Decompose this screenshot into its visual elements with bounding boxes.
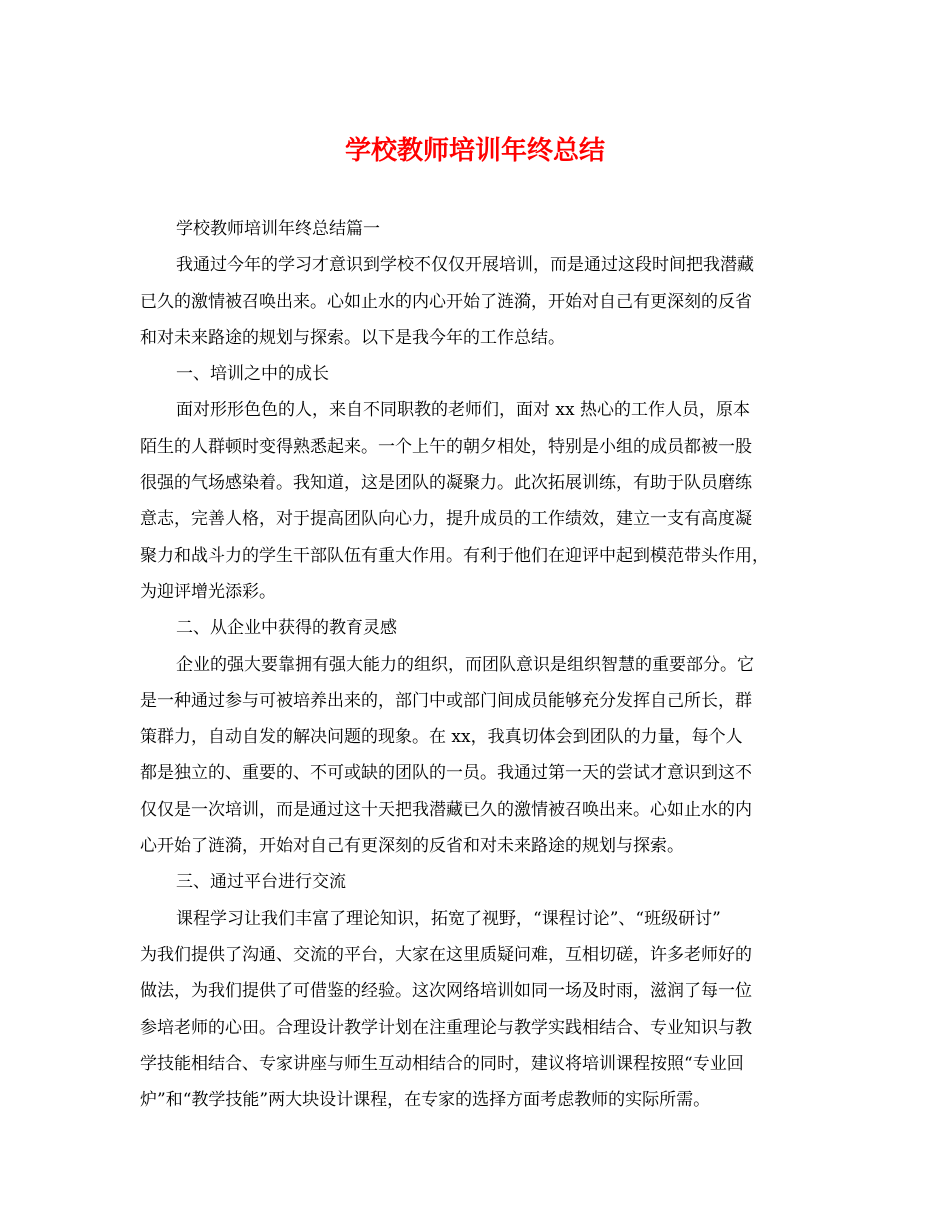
paragraph-line: 炉”和“教学技能”两大块设计课程，在专家的选择方面考虑教师的实际所需。	[140, 1090, 711, 1111]
paragraph-line: 学技能相结合、专家讲座与师生互动相结合的同时，建议将培训课程按照“专业回	[140, 1053, 744, 1074]
paragraph-line: 很强的气场感染着。我知道，这是团队的凝聚力。此次拓展训练，有助于队员磨练	[140, 473, 752, 494]
document-body	[140, 211, 820, 1118]
paragraph-line: 都是独立的、重要的、不可或缺的团队的一员。我通过第一天的尝试才意识到这不	[140, 763, 752, 784]
paragraph-line: 聚力和战斗力的学生干部队伍有重大作用。有利于他们在迎评中起到模范带头作用，	[140, 545, 769, 566]
paragraph-first-line: 二、从企业中获得的教育灵感	[176, 618, 397, 639]
paragraph-line: 为迎评增光添彩。	[140, 581, 276, 602]
paragraph-line: 心开始了涟漪，开始对自己有更深刻的反省和对未来路途的规划与探索。	[140, 836, 684, 857]
paragraph-first-line: 课程学习让我们丰富了理论知识，拓宽了视野，“课程讨论”、“班级研讨”	[176, 908, 721, 929]
document-title: 学校教师培训年终总结	[344, 136, 605, 166]
paragraph-line: 是一种通过参与可被培养出来的，部门中或部门间成员能够充分发挥自己所长，群	[140, 690, 752, 711]
paragraph-first-line: 学校教师培训年终总结篇一	[176, 219, 380, 239]
paragraph-line: 参培老师的心田。合理设计教学计划在注重理论与教学实践相结合、专业知识与教	[140, 1017, 752, 1038]
paragraph-first-line: 一、培训之中的成长	[176, 364, 329, 385]
paragraph-first-line: 面对形形色色的人，来自不同职教的老师们，面对 xx 热心的工作人员，原本	[176, 400, 750, 421]
paragraph-line: 陌生的人群顿时变得熟悉起来。一个上午的朝夕相处，特别是小组的成员都被一股	[140, 436, 752, 457]
paragraph-first-line: 我通过今年的学习才意识到学校不仅仅开展培训，而是通过这段时间把我潜藏	[176, 255, 754, 276]
paragraph-line: 为我们提供了沟通、交流的平台，大家在这里质疑问难，互相切磋，许多老师好的	[140, 944, 752, 965]
paragraph-line: 仅仅是一次培训，而是通过这十天把我潜藏已久的激情被召唤出来。心如止水的内	[140, 799, 752, 820]
paragraph-first-line: 企业的强大要靠拥有强大能力的组织，而团队意识是组织智慧的重要部分。它	[176, 654, 754, 675]
paragraph-line: 策群力，自动自发的解决问题的现象。在 xx，我真切体会到团队的力量，每个人	[140, 727, 743, 748]
paragraph-first-line: 三、通过平台进行交流	[176, 872, 346, 893]
paragraph-line: 和对未来路途的规划与探索。以下是我今年的工作总结。	[140, 327, 565, 348]
paragraph-line: 已久的激情被召唤出来。心如止水的内心开始了涟漪，开始对自己有更深刻的反省	[140, 291, 752, 312]
paragraph-line: 意志，完善人格，对于提高团队向心力，提升成员的工作绩效，建立一支有高度凝	[140, 509, 752, 530]
paragraph-line: 做法，为我们提供了可借鉴的经验。这次网络培训如同一场及时雨，滋润了每一位	[140, 981, 752, 1002]
